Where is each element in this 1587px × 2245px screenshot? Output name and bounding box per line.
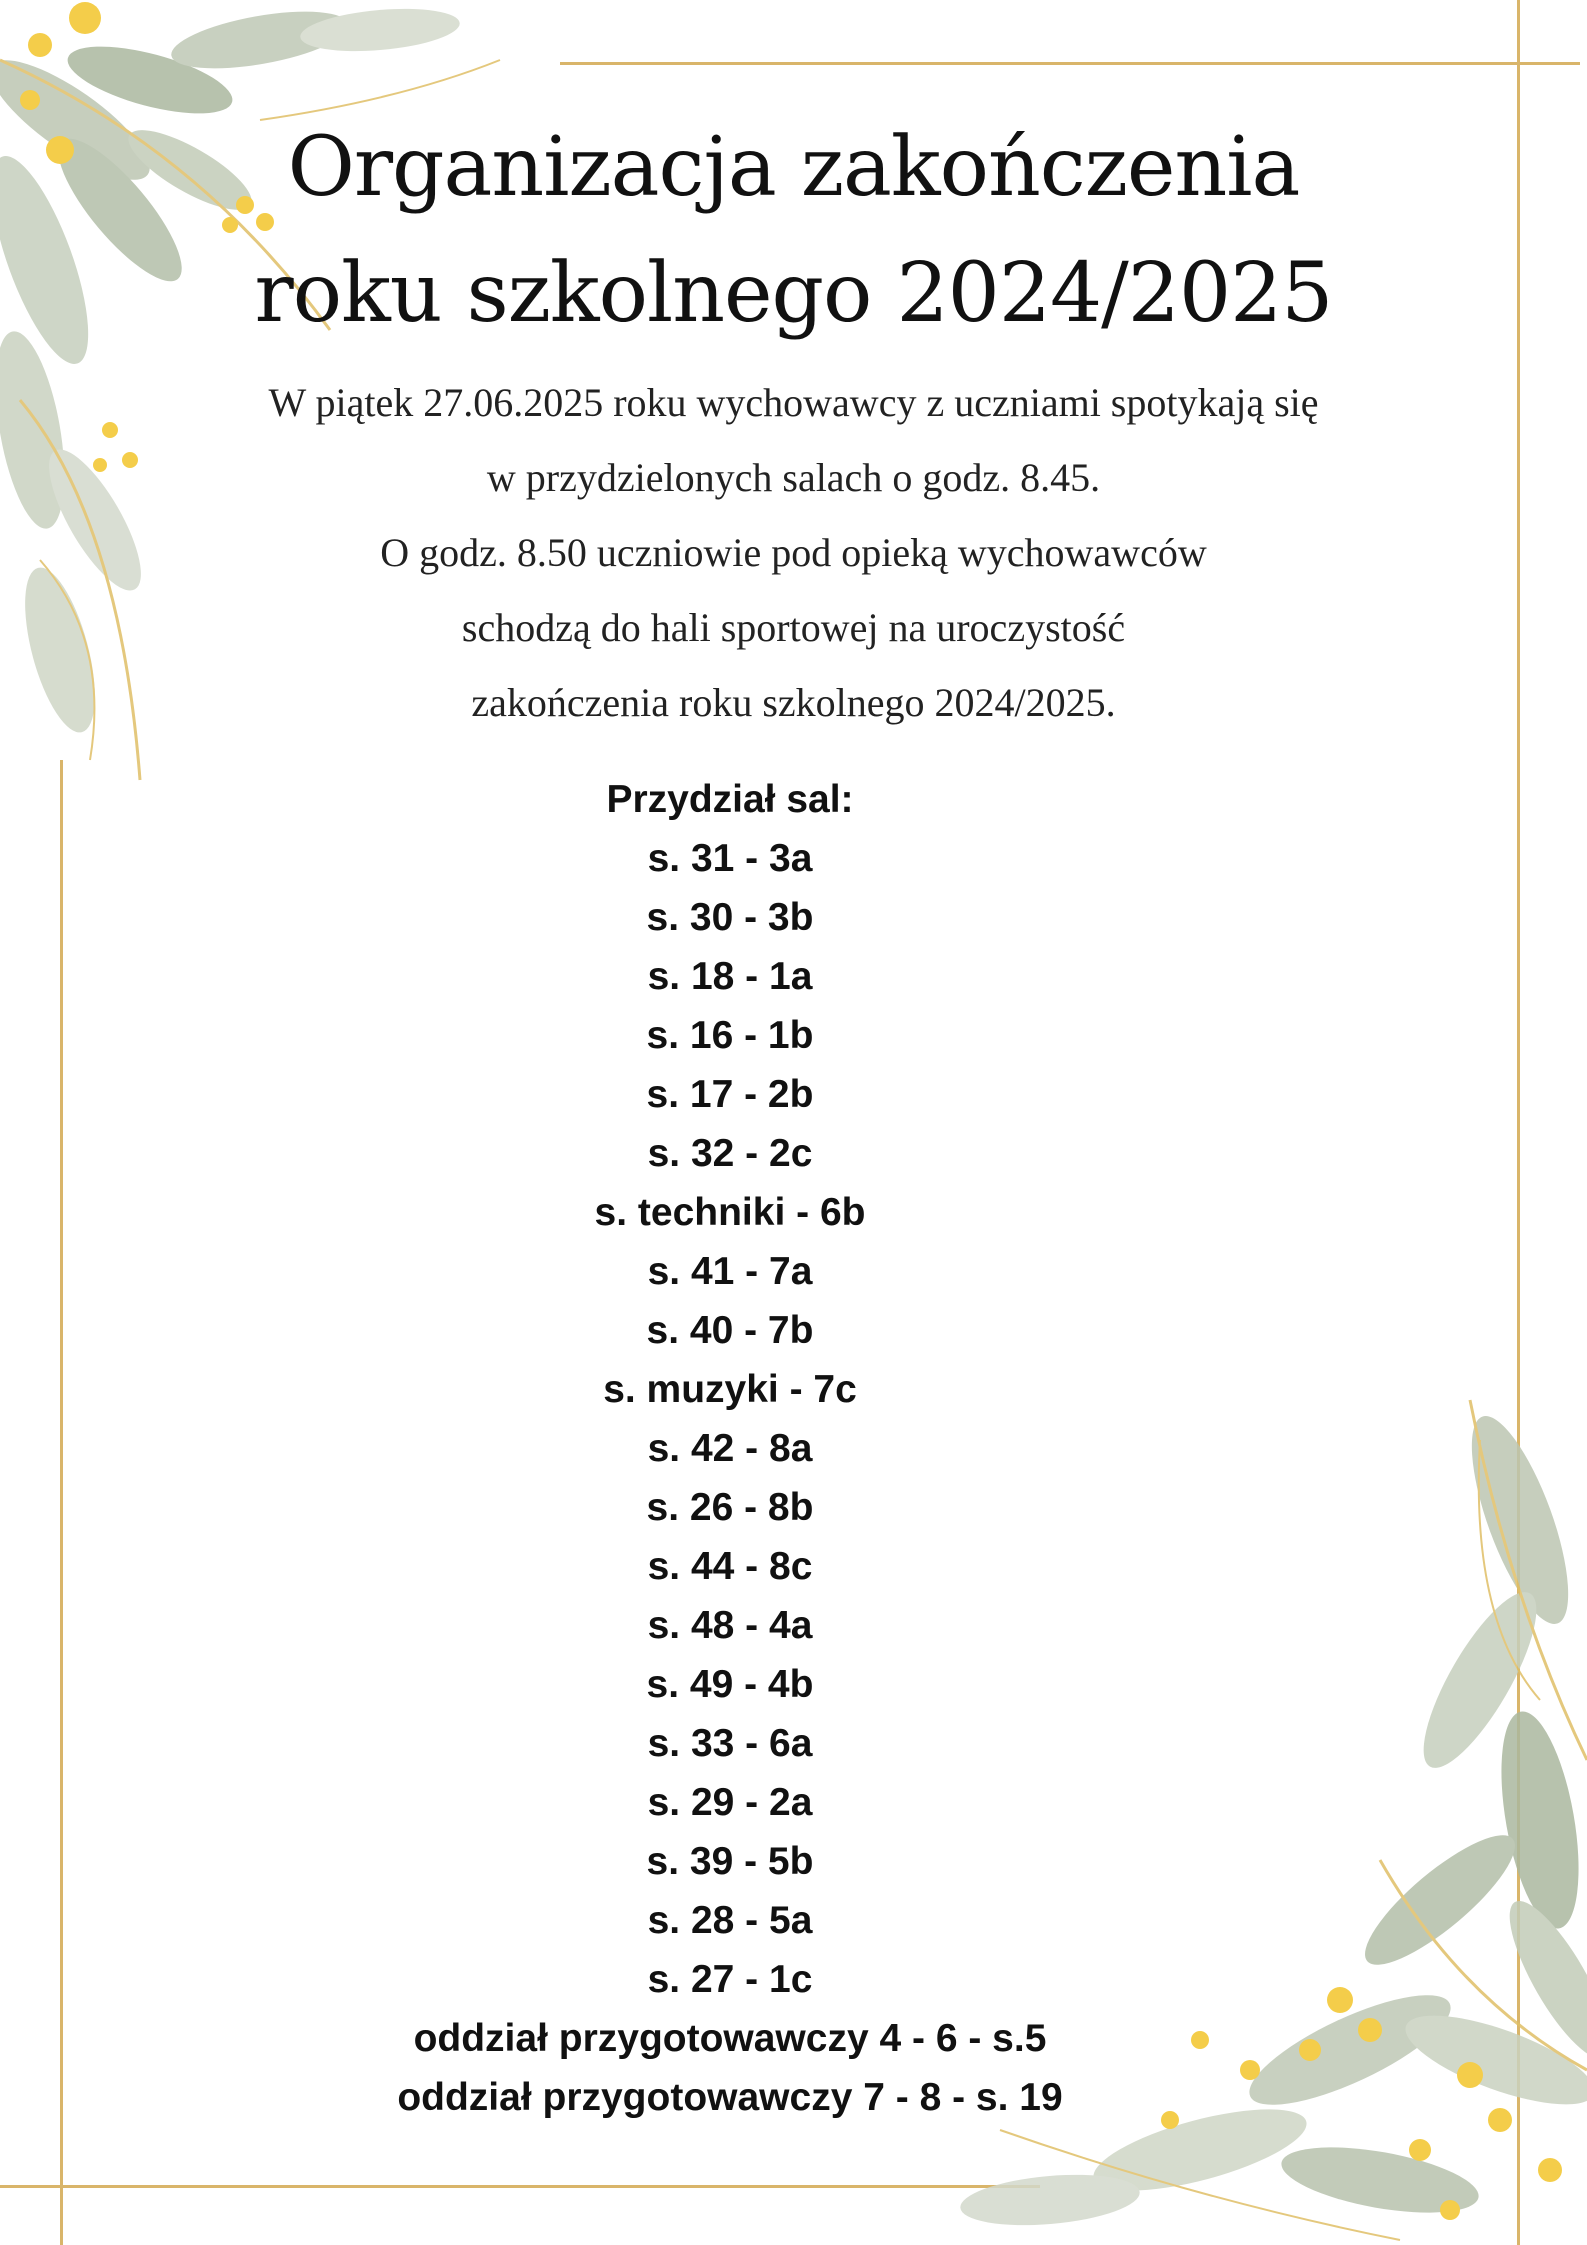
room-assignment-row: s. 29 - 2a — [647, 1781, 813, 1824]
room-assignment-row: s. 42 - 8a — [647, 1427, 813, 1470]
room-assignment-row: s. 40 - 7b — [646, 1309, 814, 1352]
room-assignment-row: s. techniki - 6b — [594, 1191, 866, 1234]
room-assignment-row: s. muzyki - 7c — [603, 1368, 857, 1411]
room-assignment-row: s. 26 - 8b — [646, 1486, 814, 1529]
room-assignment-row: oddział przygotowawczy 4 - 6 - s.5 — [413, 2017, 1047, 2060]
title-line-1: Organizacja zakończenia — [287, 120, 1300, 215]
room-assignment-row: s. 32 - 2c — [647, 1132, 813, 1175]
room-assignment-row: s. 28 - 5a — [647, 1899, 813, 1942]
room-assignment-row: s. 48 - 4a — [647, 1604, 813, 1647]
intro-line: w przydzielonych salach o godz. 8.45. — [486, 455, 1101, 500]
page-title — [0, 105, 1587, 357]
intro-line: zakończenia roku szkolnego 2024/2025. — [471, 680, 1116, 725]
room-assignment-row: s. 30 - 3b — [646, 896, 814, 939]
room-assignment-row: s. 17 - 2b — [646, 1073, 814, 1116]
room-assignment-row: s. 44 - 8c — [647, 1545, 813, 1588]
intro-line: O godz. 8.50 uczniowie pod opieką wychowawców — [380, 530, 1207, 575]
room-assignment-row: s. 49 - 4b — [646, 1663, 814, 1706]
room-assignment-row: s. 31 - 3a — [647, 837, 813, 880]
room-assignment-row: s. 39 - 5b — [646, 1840, 814, 1883]
room-assignment-heading: Przydział sal: — [606, 778, 854, 821]
intro-paragraph — [0, 365, 1587, 740]
room-assignment-row: s. 33 - 6a — [647, 1722, 813, 1765]
intro-line: schodzą do hali sportowej na uroczystość — [461, 605, 1126, 650]
room-assignment-row: oddział przygotowawczy 7 - 8 - s. 19 — [397, 2076, 1063, 2119]
room-assignment-row: s. 18 - 1a — [647, 955, 813, 998]
title-line-2: roku szkolnego 2024/2025 — [254, 246, 1333, 341]
room-assignment-row: s. 16 - 1b — [646, 1014, 814, 1057]
room-assignment-row: s. 41 - 7a — [647, 1250, 813, 1293]
room-assignment-row: s. 27 - 1c — [647, 1958, 813, 2001]
intro-line: W piątek 27.06.2025 roku wychowawcy z uczniami spotykają się — [268, 380, 1319, 425]
room-assignment-list — [0, 770, 1460, 2127]
